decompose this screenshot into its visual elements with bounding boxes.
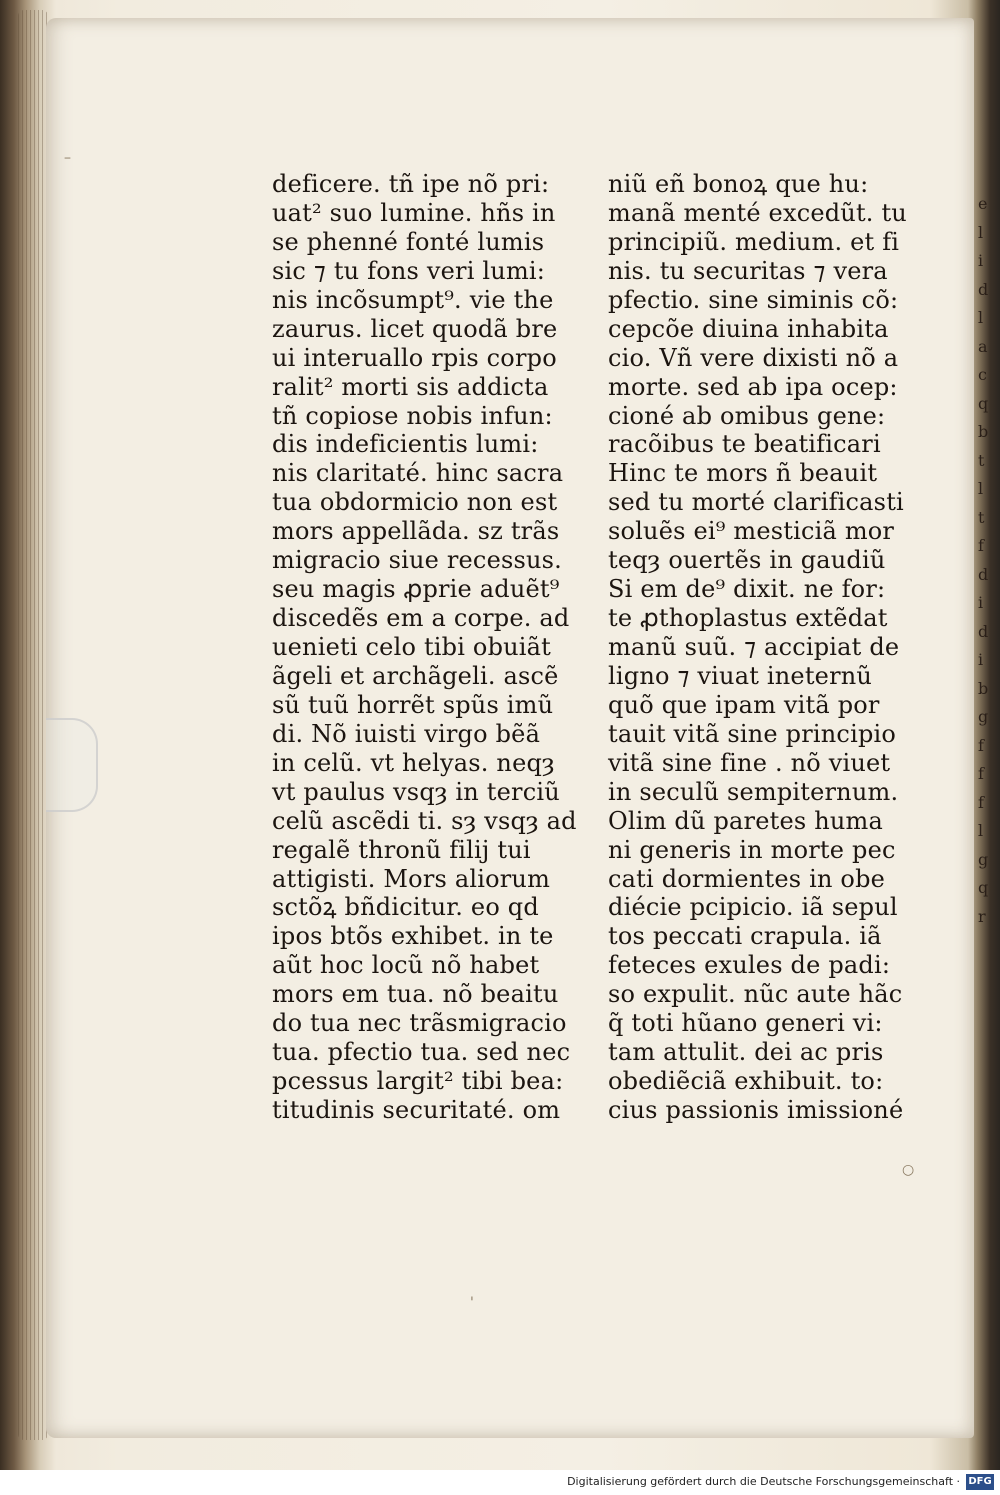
text-line: sũ tuũ horrẽt spũs imũ bbox=[272, 690, 554, 719]
text-line: pfectio. sine siminis cõ: bbox=[608, 285, 899, 314]
next-page-fragment: b bbox=[978, 422, 989, 441]
text-line: ipos btõs exhibet. in te bbox=[272, 922, 554, 951]
text-line: seu magis ꝓprie aduẽt⁹ bbox=[272, 575, 560, 604]
text-line: nis claritaté. hinc sacra bbox=[272, 459, 564, 488]
text-line: ãgeli et archãgeli. ascẽ bbox=[272, 661, 559, 690]
next-page-fragment: d bbox=[978, 621, 989, 641]
text-line: Olim dũ paretes huma bbox=[608, 806, 883, 835]
text-line: soluẽs ei⁹ mesticiã mor bbox=[608, 517, 895, 546]
text-line: niũ eñ bonoꝝ que hu: bbox=[608, 170, 869, 198]
text-line: vt paulus vsqȝ in terciũ bbox=[272, 777, 560, 806]
next-page-edge-text bbox=[978, 190, 1000, 1170]
text-line: cius passionis imissioné bbox=[608, 1096, 904, 1124]
text-line: uat² suo lumine. hñs in bbox=[272, 198, 556, 227]
text-line: se phenné fonté lumis bbox=[272, 227, 545, 256]
text-line: sic ⁊ tu fons veri lumi: bbox=[272, 256, 546, 285]
text-line: cepcõe diuina inhabita bbox=[608, 314, 889, 343]
text-line: manã menté excedũt. tu bbox=[608, 198, 907, 227]
text-line: attigisti. Mors aliorum bbox=[272, 864, 551, 893]
next-page-fragment: t bbox=[978, 507, 985, 527]
text-line: tauit vitã sine principio bbox=[608, 719, 897, 748]
text-line: obediẽciã exhibuit. to: bbox=[608, 1067, 884, 1096]
text-line: uenieti celo tibi obuiãt bbox=[272, 633, 552, 661]
next-page-fragment: i bbox=[978, 593, 984, 612]
text-line: deficere. tñ ipe nõ pri: bbox=[272, 170, 550, 198]
next-page-fragment: f bbox=[978, 764, 984, 783]
text-line: tua obdormicio non est bbox=[272, 488, 558, 517]
text-line: migracio siue recessus. bbox=[272, 546, 563, 575]
text-line: in celũ. vt helyas. neqȝ bbox=[272, 748, 555, 777]
next-page-fragment: i bbox=[978, 251, 984, 270]
text-line: morte. sed ab ipa ocep: bbox=[608, 372, 898, 401]
next-page-fragment: f bbox=[978, 735, 984, 755]
next-page-fragment: r bbox=[978, 906, 986, 926]
text-line: ni generis in morte pec bbox=[608, 835, 896, 864]
text-line: cati dormientes in obe bbox=[608, 864, 886, 893]
text-line: discedẽs em a corpe. ad bbox=[272, 604, 570, 633]
dfg-logo: DFG bbox=[966, 1474, 994, 1490]
next-page-fragment: i bbox=[978, 650, 984, 669]
next-page-fragment: l bbox=[978, 479, 984, 498]
text-line: feteces exules de padi: bbox=[608, 951, 891, 980]
text-line: aũt hoc locũ nõ habet bbox=[272, 951, 540, 980]
text-line: dis indeficientis lumi: bbox=[272, 430, 539, 459]
text-line: sed tu morté clarificasti bbox=[608, 488, 904, 517]
text-line: di. Nõ iuisti virgo bẽã bbox=[272, 719, 541, 748]
next-page-fragment: a bbox=[978, 336, 988, 356]
text-line: ralit² morti sis addicta bbox=[272, 372, 549, 401]
text-line: ui interuallo rpis corpo bbox=[272, 343, 557, 372]
text-line: mors em tua. nõ beaitu bbox=[272, 980, 559, 1009]
margin-mark: ○ bbox=[902, 1162, 915, 1178]
text-line: nis. tu securitas ⁊ vera bbox=[608, 256, 888, 285]
text-line: in seculũ sempiternum. bbox=[608, 777, 899, 806]
book-page-edges bbox=[18, 10, 48, 1440]
text-line: tam attulit. dei ac pris bbox=[608, 1038, 884, 1067]
text-line: racõibus te beatificari bbox=[608, 430, 881, 459]
text-line: regalẽ thronũ filij tui bbox=[272, 835, 531, 864]
text-line: cioné ab omibus gene: bbox=[608, 401, 886, 430]
next-page-fragment: g bbox=[978, 849, 989, 869]
page-clip-icon bbox=[46, 718, 98, 812]
text-line: tua. pfectio tua. sed nec bbox=[272, 1038, 571, 1067]
footer-bar bbox=[0, 1470, 1000, 1495]
next-page-fragment: e bbox=[978, 194, 988, 213]
text-line: ligno ⁊ viuat ineternũ bbox=[608, 661, 873, 690]
text-line: mors appellãda. sz trãs bbox=[272, 517, 560, 546]
text-line: nis incõsumpt⁹. vie the bbox=[272, 285, 554, 314]
text-line: cio. Vñ vere dixisti nõ a bbox=[608, 343, 899, 372]
funding-credit: Digitalisierung gefördert durch die Deutsche Forschungsgemeinschaft · bbox=[567, 1475, 960, 1488]
text-line: diécie pcipicio. iã sepul bbox=[608, 893, 898, 922]
text-line: vitã sine fine . nõ viuet bbox=[608, 748, 891, 777]
text-line: Hinc te mors ñ beauit bbox=[608, 459, 878, 488]
next-page-fragment: q bbox=[978, 878, 989, 897]
text-line: celũ ascẽdi ti. sȝ vsqȝ ad bbox=[272, 806, 577, 835]
text-line: sctõꝝ bñdicitur. eo qd bbox=[272, 893, 539, 922]
next-page-fragment: d bbox=[978, 564, 989, 584]
margin-mark: – bbox=[64, 150, 71, 166]
text-line: tñ copiose nobis infun: bbox=[272, 401, 553, 430]
next-page-fragment: t bbox=[978, 450, 985, 470]
text-line: quõ que ipam vitã por bbox=[608, 690, 880, 719]
text-line: zaurus. licet quodã bre bbox=[272, 314, 558, 343]
next-page-fragment: f bbox=[978, 536, 984, 555]
next-page-fragment: g bbox=[978, 707, 989, 726]
next-page-fragment: l bbox=[978, 821, 984, 840]
next-page-fragment: f bbox=[978, 792, 984, 812]
text-line: titudinis securitaté. om bbox=[272, 1096, 561, 1124]
text-line: manũ suũ. ⁊ accipiat de bbox=[608, 633, 900, 661]
next-page-fragment: b bbox=[978, 678, 989, 698]
text-line: q̃ toti hũano generi vi: bbox=[608, 1009, 883, 1038]
text-line: so expulit. nũc aute hãc bbox=[608, 980, 903, 1009]
text-line: do tua nec trãsmigracio bbox=[272, 1009, 567, 1038]
text-line: tos peccati crapula. iã bbox=[608, 922, 882, 951]
next-page-fragment: c bbox=[978, 365, 987, 384]
text-line: Si em de⁹ dixit. ne for: bbox=[608, 575, 886, 604]
next-page-fragment: q bbox=[978, 393, 989, 413]
text-column-right bbox=[608, 170, 938, 1125]
text-column-left bbox=[272, 170, 602, 1125]
margin-mark: ' bbox=[470, 1295, 474, 1311]
text-line: pcessus largit² tibi bea: bbox=[272, 1067, 564, 1096]
text-line: principiũ. medium. et fi bbox=[608, 227, 900, 256]
next-page-fragment: l bbox=[978, 308, 984, 327]
next-page-fragment: l bbox=[978, 222, 984, 242]
text-line: te ꝓthoplastus extẽdat bbox=[608, 604, 888, 633]
next-page-fragment: d bbox=[978, 279, 989, 299]
text-line: teqȝ ouertẽs in gaudiũ bbox=[608, 546, 886, 575]
